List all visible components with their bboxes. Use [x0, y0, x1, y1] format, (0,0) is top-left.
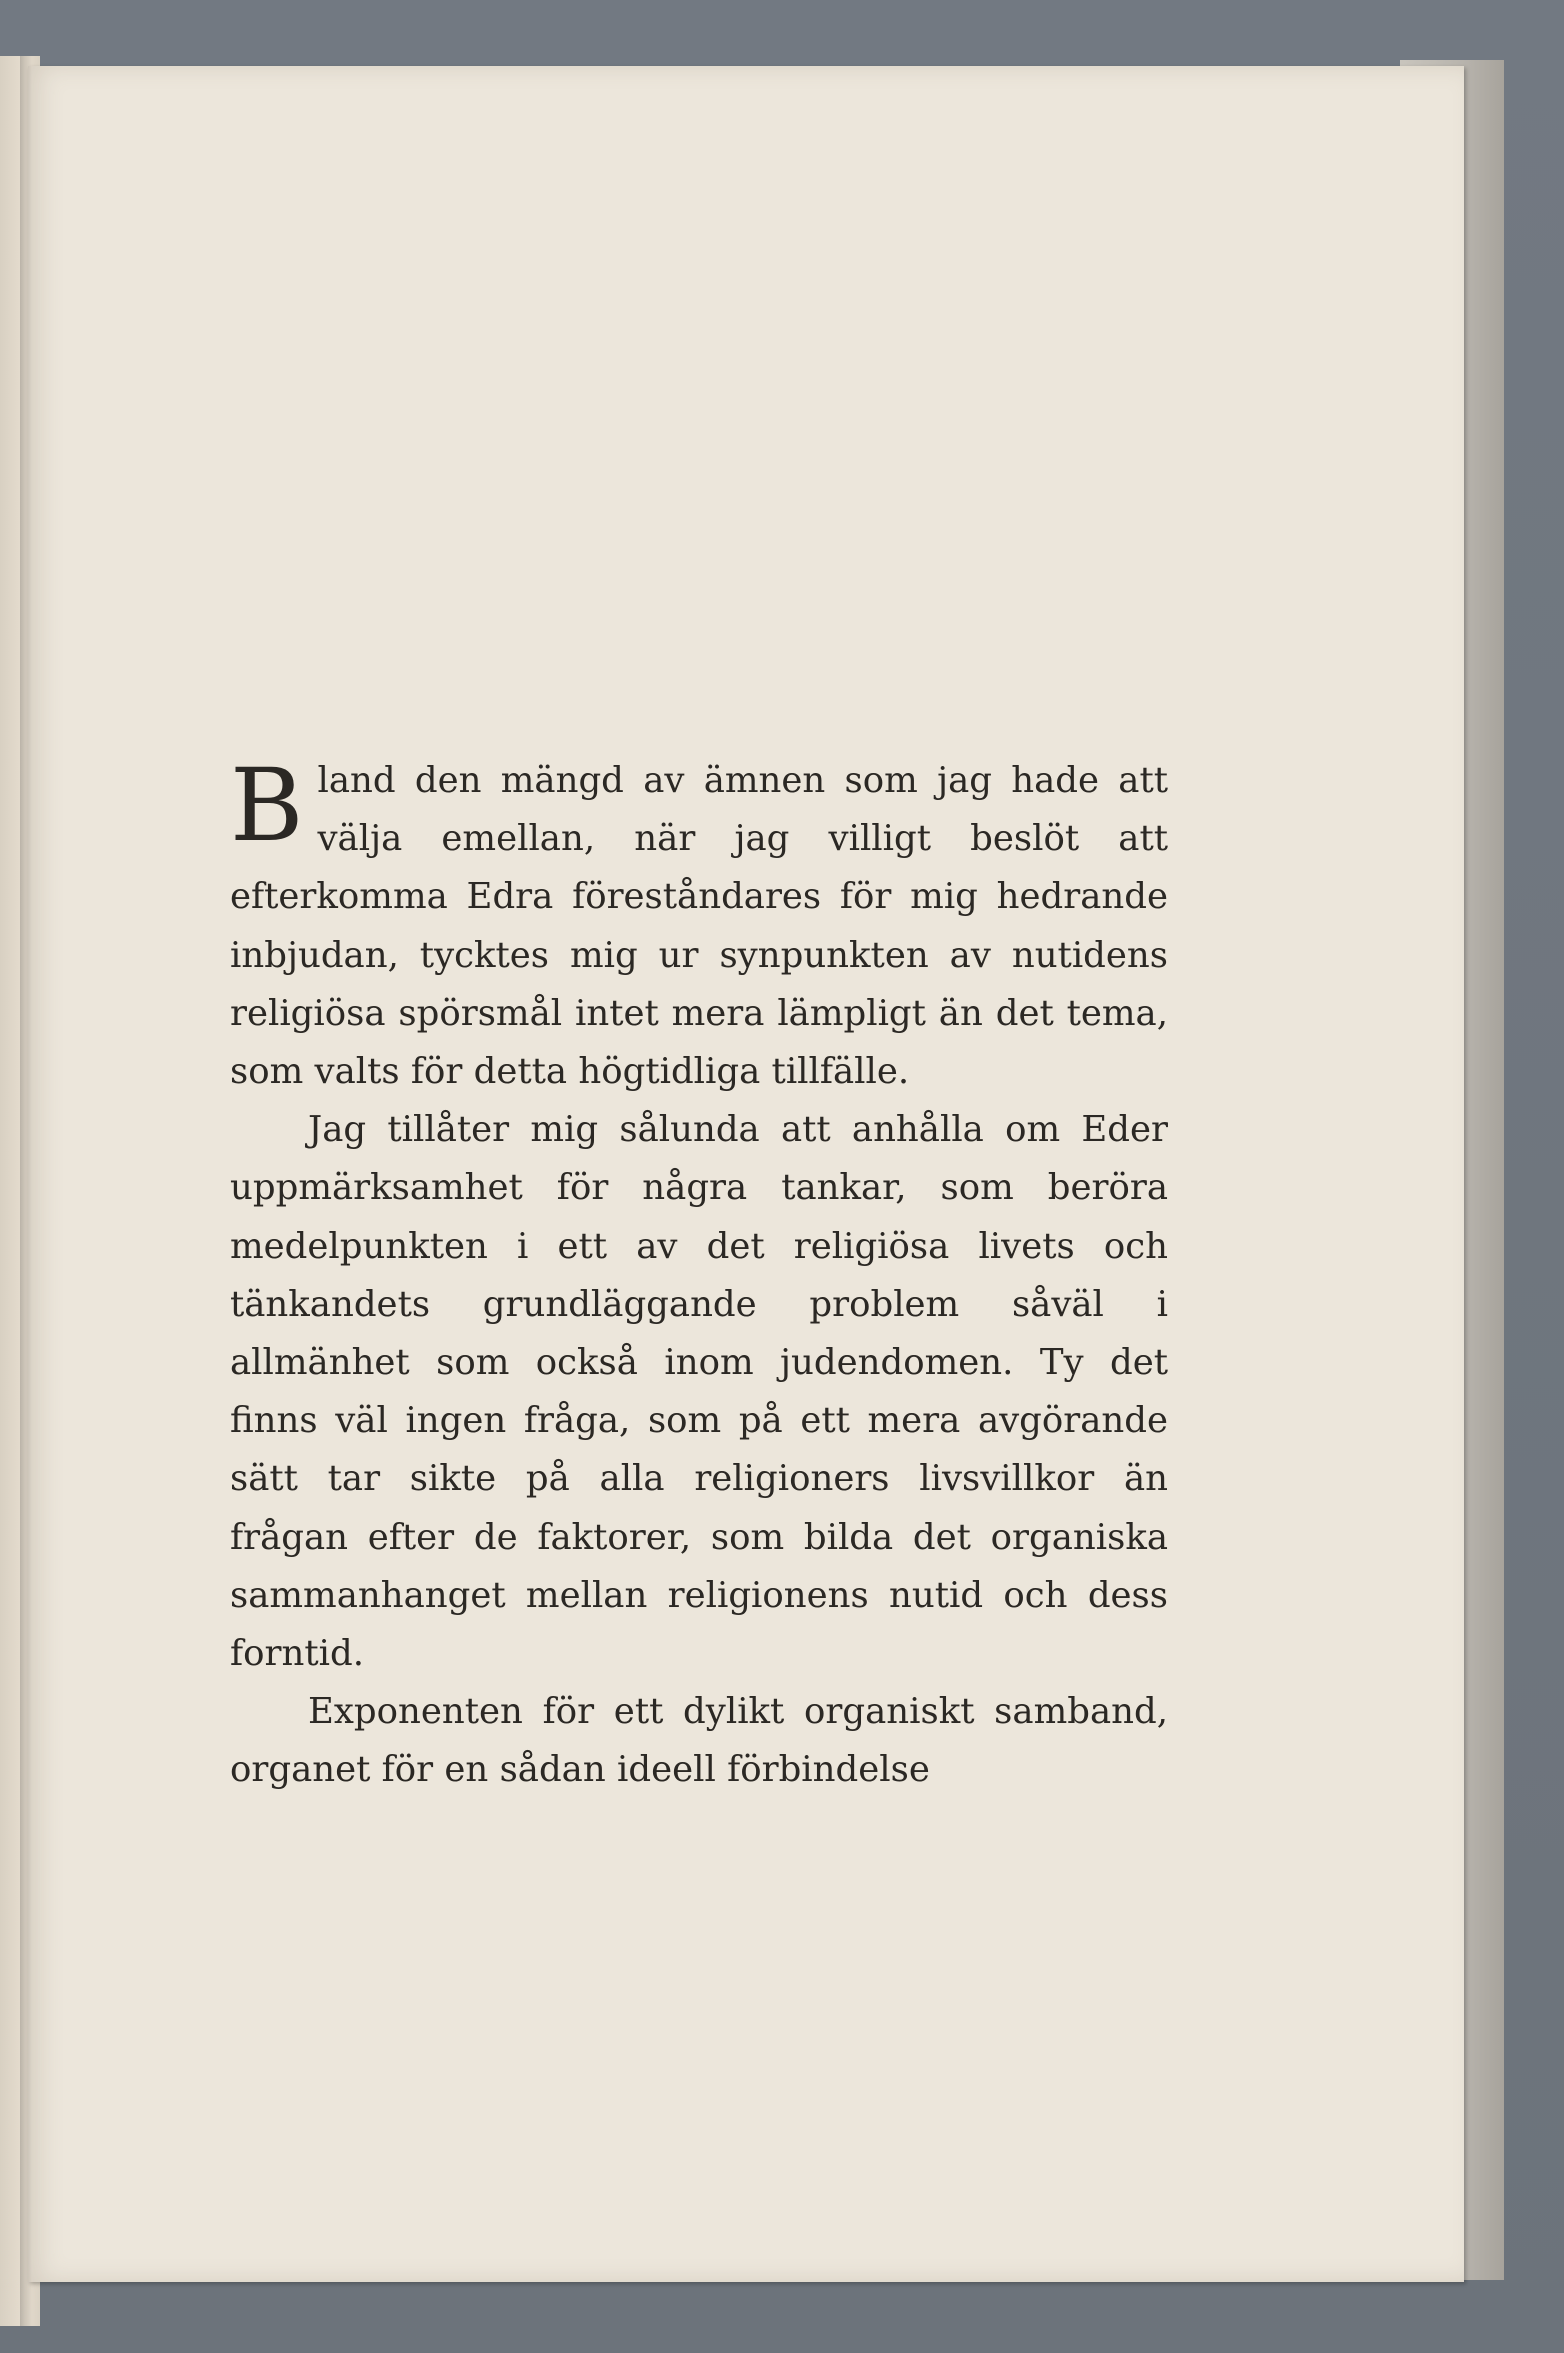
drop-cap-letter: B [230, 747, 304, 864]
paragraph-3: Exponenten för ett dylikt organiskt samband, organet för en sådan ideell förbindelse [230, 1691, 1168, 1791]
paragraph-1-text: land den mängd av ämnen som jag hade att välja emellan, när jag villigt beslöt att efterkomma Edra föreståndares för mig hedrande inbjudan, tycktes mig ur synpunkten av nutidens religiösa spörsmål intet mera lämpligt än det tema, som valts för detta högtidliga tillfälle. [230, 760, 1168, 1093]
body-text [230, 747, 1168, 1800]
paragraph-2: Jag tillåter mig sålunda att anhålla om Eder uppmärksamhet för några tankar, som beröra medelpunkten i ett av det religiösa livets och tänkandets grundläggande problem såväl i allmänhet som också inom judendomen. Ty det finns väl ingen fråga, som på ett mera avgörande sätt tar sikte på alla religioners livsvillkor än frågan efter de faktorer, som bilda det organiska sammanhanget mellan religionens nutid och dess forntid. [230, 1109, 1168, 1675]
gutter-shadow [20, 56, 32, 2326]
paragraph-1 [230, 747, 1168, 1101]
book-page [28, 66, 1464, 2282]
